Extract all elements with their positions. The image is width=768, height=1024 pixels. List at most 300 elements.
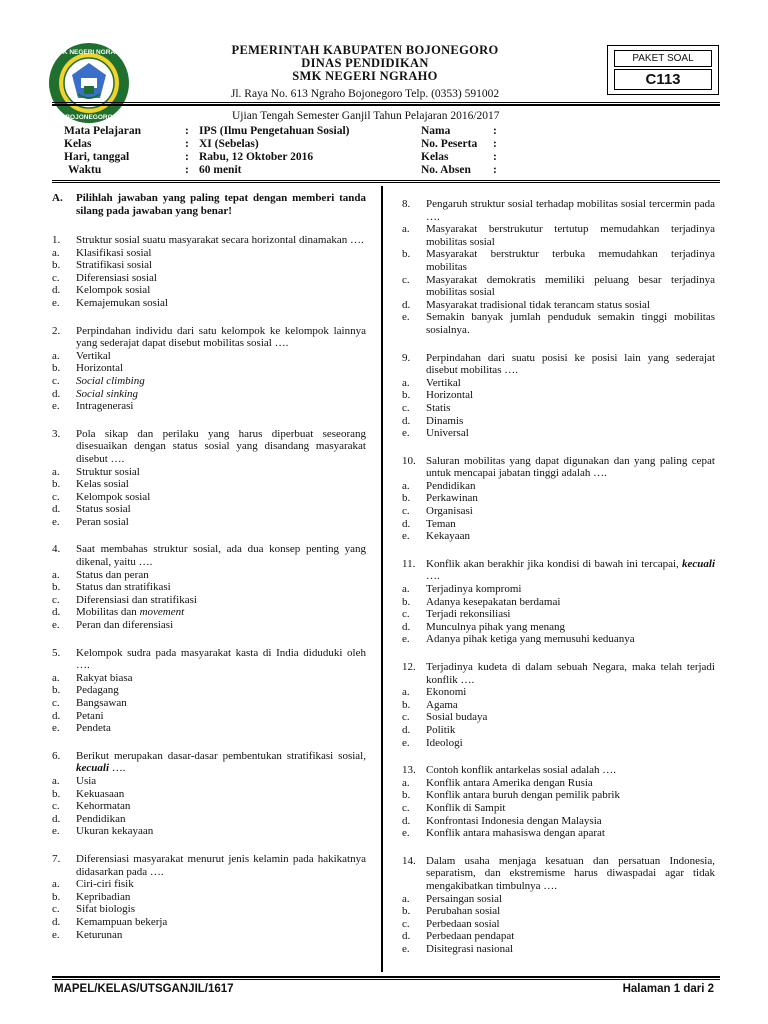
option-letter: e. <box>402 942 410 955</box>
question-stem: Saat membahas struktur sosial, ada dua konsep penting yang dikenal, yaitu …. <box>76 543 366 569</box>
instruction-tag: A. <box>52 192 63 204</box>
column-divider <box>381 186 383 972</box>
answer-option[interactable] <box>402 427 715 440</box>
option-text: Diferensiasi sosial <box>76 271 157 284</box>
answer-option[interactable] <box>402 699 715 712</box>
answer-option[interactable] <box>52 466 366 479</box>
option-letter: a. <box>52 878 60 891</box>
option-letter: c. <box>52 697 60 709</box>
info-divider-2 <box>52 182 720 183</box>
option-text: Struktur sosial <box>76 465 140 478</box>
info-label[interactable]: No. Absen <box>421 164 471 176</box>
option-text: Kehormatan <box>76 800 131 813</box>
answer-option[interactable] <box>402 802 715 815</box>
question-number: 7. <box>52 852 61 865</box>
option-letter: d. <box>402 414 411 427</box>
option-text: Agama <box>426 698 458 711</box>
option-text: Masyarakat berstruktur terbuka memudahkan terjadinya mobilitas <box>426 248 715 273</box>
answer-option[interactable] <box>402 777 715 790</box>
option-text: Horizontal <box>426 389 474 402</box>
option-letter: c. <box>402 711 410 724</box>
option-text: Peran sosial <box>76 515 129 528</box>
questions-left-column <box>52 192 366 941</box>
option-text: Ideologi <box>426 736 463 749</box>
question-item <box>52 428 366 529</box>
answer-option[interactable] <box>52 916 366 929</box>
school-address: Jl. Raya No. 613 Ngraho Bojonegoro Telp. (0353) 591002 <box>230 88 500 100</box>
option-letter: c. <box>402 917 410 930</box>
option-letter: e. <box>52 619 60 632</box>
answer-option[interactable] <box>402 737 715 750</box>
footer-divider <box>52 976 720 978</box>
option-letter: d. <box>52 812 61 825</box>
question-number: 3. <box>52 427 61 440</box>
option-text: Persaingan sosial <box>426 892 503 905</box>
option-text: Vertikal <box>76 349 111 362</box>
info-colon: : <box>185 164 189 176</box>
answer-option[interactable] <box>402 633 715 646</box>
question-number: 12. <box>402 661 416 673</box>
answer-option[interactable] <box>402 223 715 248</box>
option-letter: b. <box>402 789 411 802</box>
answer-option[interactable] <box>52 388 366 401</box>
question-stem: Pengaruh struktur sosial terhadap mobilitas sosial tercermin pada …. <box>426 198 715 223</box>
option-letter: b. <box>52 362 61 375</box>
school-logo-icon <box>48 42 130 124</box>
school-line: SMK NEGERI NGRAHO <box>292 69 438 83</box>
option-letter: d. <box>402 620 411 633</box>
option-letter: d. <box>52 503 61 516</box>
option-letter: a. <box>402 686 410 699</box>
answer-option[interactable] <box>402 621 715 634</box>
answer-option[interactable] <box>52 619 366 632</box>
option-letter: b. <box>402 595 411 608</box>
answer-option[interactable] <box>402 377 715 390</box>
question-item <box>402 352 715 440</box>
answer-option[interactable] <box>402 815 715 828</box>
answer-option[interactable] <box>52 891 366 904</box>
question-number: 11. <box>402 557 416 570</box>
option-text: Konflik antara buruh dengan pemilik pabrik <box>426 789 620 802</box>
option-text: Social sinking <box>76 387 139 400</box>
option-text: Perbedaan pendapat <box>426 930 515 943</box>
option-text: Terjadi rekonsiliasi <box>426 608 511 621</box>
answer-option[interactable] <box>52 825 366 838</box>
option-letter: a. <box>52 349 60 362</box>
option-letter: a. <box>402 376 410 389</box>
option-letter: d. <box>402 517 411 530</box>
option-letter: c. <box>52 271 60 284</box>
option-text: Diferensiasi dan stratifikasi <box>76 593 197 606</box>
answer-option[interactable] <box>52 929 366 942</box>
option-text: Kelompok sosial <box>76 490 151 503</box>
paket-code: C113 <box>614 69 712 90</box>
exam-info-right <box>421 125 541 177</box>
question-stem: Dalam usaha menjaga kesatuan dan persatuan Indonesia, separatism, dan ekstremisme harus diwaspadai agar tidak mengakibatkan timbulnya …. <box>426 854 715 892</box>
option-text: Perbedaan sosial <box>426 917 500 930</box>
option-letter: b. <box>52 890 61 903</box>
question-stem: Konflik akan berakhir jika kondisi di bawah ini tercapai, kecuali …. <box>426 557 715 583</box>
option-text: Politik <box>426 723 456 736</box>
info-label: Mata Pelajaran <box>64 125 141 137</box>
info-label[interactable]: No. Peserta <box>421 138 478 150</box>
option-text: Pendidikan <box>426 479 476 492</box>
option-letter: d. <box>52 709 61 722</box>
option-text: Perkawinan <box>426 492 478 505</box>
answer-option[interactable] <box>52 284 366 297</box>
option-letter: e. <box>402 427 410 440</box>
answer-option[interactable] <box>52 710 366 723</box>
option-letter: d. <box>402 723 411 736</box>
option-letter: d. <box>402 814 411 827</box>
option-letter: e. <box>402 633 410 646</box>
answer-option[interactable] <box>52 375 366 388</box>
option-letter: c. <box>52 903 60 916</box>
answer-option[interactable] <box>52 503 366 516</box>
option-letter: a. <box>52 671 60 684</box>
answer-option[interactable] <box>52 594 366 607</box>
info-colon: : <box>185 138 189 150</box>
option-letter: c. <box>52 490 60 503</box>
option-letter: c. <box>402 401 410 414</box>
info-label: Kelas <box>64 138 92 150</box>
option-text: Keturunan <box>76 928 123 941</box>
option-letter: c. <box>402 801 410 814</box>
question-item <box>52 750 366 838</box>
question-number: 13. <box>402 764 416 777</box>
option-text: Pedagang <box>76 684 119 697</box>
info-divider <box>52 180 720 181</box>
answer-option[interactable] <box>402 918 715 931</box>
option-text: Pendeta <box>76 722 111 735</box>
option-text: Konflik antara Amerika dengan Rusia <box>426 776 593 789</box>
option-letter: d. <box>52 606 61 619</box>
answer-option[interactable] <box>52 722 366 735</box>
question-item <box>52 325 366 413</box>
option-text: Status dan stratifikasi <box>76 581 171 594</box>
answer-option[interactable] <box>402 415 715 428</box>
option-letter: a. <box>402 583 410 596</box>
answer-option[interactable] <box>402 402 715 415</box>
option-letter: a. <box>52 246 60 259</box>
footer-divider-2 <box>52 979 720 980</box>
option-letter: c. <box>52 800 60 813</box>
answer-option[interactable] <box>402 248 715 273</box>
option-text: Kelas sosial <box>76 478 129 491</box>
answer-option[interactable] <box>52 491 366 504</box>
option-text: Bangsawan <box>76 697 127 709</box>
option-letter: b. <box>402 698 411 711</box>
option-text: Ekonomi <box>426 686 467 699</box>
answer-option[interactable] <box>52 297 366 310</box>
answer-option[interactable] <box>402 530 715 543</box>
option-letter: e. <box>52 400 60 413</box>
info-label[interactable]: Nama <box>421 125 451 137</box>
info-subject: IPS (Ilmu Pengetahuan Sosial) <box>199 125 350 137</box>
option-text: Mobilitas dan movement <box>76 606 185 619</box>
letterhead <box>150 44 580 101</box>
option-letter: e. <box>402 736 410 749</box>
question-stem: Pola sikap dan perilaku yang harus diperbuat seseorang disesuaikan dengan status sosial yang disandang masyarakat disebut …. <box>76 427 366 465</box>
option-text: Klasifikasi sosial <box>76 246 152 259</box>
header-divider-thick <box>52 104 720 106</box>
option-text: Disitegrasi nasional <box>426 942 514 955</box>
logo-top-text: SMK NEGERI NGRAHO <box>53 49 125 56</box>
option-text: Teman <box>426 517 456 530</box>
answer-option[interactable] <box>402 905 715 918</box>
answer-option[interactable] <box>52 569 366 582</box>
instruction <box>52 192 366 218</box>
answer-option[interactable] <box>402 608 715 621</box>
option-text: Semakin banyak jumlah penduduk semakin tinggi mobilitas sosialnya. <box>426 311 715 336</box>
option-letter: c. <box>402 608 410 621</box>
question-number: 10. <box>402 454 416 467</box>
question-item <box>52 853 366 941</box>
answer-option[interactable] <box>52 813 366 826</box>
question-number: 9. <box>402 351 411 364</box>
question-stem: Perpindahan individu dari satu kelompok ke kelompok lainnya yang sederajat dapat disebut mobilitas sosial …. <box>76 324 366 350</box>
question-item <box>52 234 366 310</box>
answer-option[interactable] <box>52 684 366 697</box>
question-item <box>402 764 715 840</box>
option-text: Adanya pihak ketiga yang memusuhi keduanya <box>426 633 635 646</box>
question-stem: Contoh konflik antarkelas sosial adalah …. <box>426 764 617 777</box>
question-item <box>402 558 715 646</box>
answer-option[interactable] <box>52 478 366 491</box>
question-number: 5. <box>52 646 61 659</box>
option-letter: c. <box>402 273 410 286</box>
info-colon: : <box>185 151 189 163</box>
answer-option[interactable] <box>402 893 715 906</box>
option-text: Kelompok sosial <box>76 284 151 297</box>
question-item <box>402 455 715 543</box>
option-text: Ukuran kekayaan <box>76 825 154 838</box>
option-text: Kemampuan bekerja <box>76 915 168 928</box>
option-letter: e. <box>52 515 60 528</box>
question-stem: Struktur sosial suatu masyarakat secara horizontal dinamakan …. <box>76 234 364 246</box>
option-text: Horizontal <box>76 362 124 375</box>
option-letter: b. <box>52 478 61 491</box>
option-letter: b. <box>52 684 61 697</box>
question-stem: Kelompok sudra pada masyarakat kasta di India diduduki oleh …. <box>76 646 366 672</box>
exam-title: Ujian Tengah Semester Ganjil Tahun Pelajaran 2016/2017 <box>232 110 500 122</box>
answer-option[interactable] <box>52 788 366 801</box>
option-text: Status sosial <box>76 503 131 516</box>
answer-option[interactable] <box>52 697 366 710</box>
option-letter: e. <box>52 722 60 735</box>
option-letter: e. <box>402 530 410 543</box>
answer-option[interactable] <box>402 299 715 312</box>
paket-soal-box <box>607 45 719 95</box>
page-number: Halaman 1 dari 2 <box>622 983 714 995</box>
answer-option[interactable] <box>52 516 366 529</box>
option-text: Rakyat biasa <box>76 671 133 684</box>
option-text: Sosial budaya <box>426 711 488 724</box>
option-text: Usia <box>76 774 97 787</box>
question-number: 8. <box>402 198 411 210</box>
option-text: Kekayaan <box>426 530 470 543</box>
question-number: 1. <box>52 234 61 246</box>
option-text: Petani <box>76 709 104 722</box>
question-item <box>402 198 715 337</box>
question-stem: Diferensiasi masyarakat menurut jenis kelamin pada hakikatnya didasarkan pada …. <box>76 852 366 878</box>
option-letter: a. <box>52 465 60 478</box>
option-text: Organisasi <box>426 505 473 518</box>
option-letter: b. <box>402 492 411 505</box>
option-text: Pendidikan <box>76 812 126 825</box>
info-colon: : <box>493 151 497 163</box>
gov-line: PEMERINTAH KABUPATEN BOJONEGORO <box>231 43 499 57</box>
option-letter: d. <box>402 930 411 943</box>
header-divider <box>52 102 720 103</box>
info-duration: 60 menit <box>199 164 242 176</box>
option-text: Munculnya pihak yang menang <box>426 620 565 633</box>
answer-option[interactable] <box>402 711 715 724</box>
answer-option[interactable] <box>52 800 366 813</box>
footer-code: MAPEL/KELAS/UTSGANJIL/1617 <box>54 983 234 995</box>
exam-info-left <box>64 125 394 177</box>
logo-bottom-text: BOJONEGORO <box>65 114 113 121</box>
question-number: 2. <box>52 324 61 337</box>
answer-option[interactable] <box>52 272 366 285</box>
option-letter: a. <box>52 568 60 581</box>
option-text: Masyarakat demokratis memiliki peluang besar terjadinya mobilitas sosial <box>426 273 715 299</box>
question-stem: Berikut merupakan dasar-dasar pembentukan stratifikasi sosial, kecuali …. <box>76 749 366 775</box>
option-text: Intragenerasi <box>76 400 134 413</box>
info-label[interactable]: Kelas <box>421 151 449 163</box>
info-colon: : <box>493 164 497 176</box>
answer-option[interactable] <box>402 943 715 956</box>
answer-option[interactable] <box>52 259 366 272</box>
answer-option[interactable] <box>52 672 366 685</box>
answer-option[interactable] <box>402 492 715 505</box>
answer-option[interactable] <box>52 400 366 413</box>
info-colon: : <box>493 138 497 150</box>
option-text: Ciri-ciri fisik <box>76 878 134 891</box>
option-letter: c. <box>402 505 410 518</box>
option-text: Statis <box>426 401 451 414</box>
option-letter: b. <box>52 581 61 594</box>
answer-option[interactable] <box>52 581 366 594</box>
answer-option[interactable] <box>52 878 366 891</box>
option-text: Peran dan diferensiasi <box>76 619 174 632</box>
info-label: Hari, tanggal <box>64 151 130 163</box>
answer-option[interactable] <box>402 583 715 596</box>
option-text: Konfrontasi Indonesia dengan Malaysia <box>426 814 602 827</box>
info-colon: : <box>493 125 497 137</box>
option-letter: a. <box>52 774 60 787</box>
option-letter: d. <box>52 915 61 928</box>
info-label: Waktu <box>68 164 102 176</box>
answer-option[interactable] <box>402 827 715 840</box>
option-letter: e. <box>52 825 60 838</box>
question-stem: Terjadinya kudeta di dalam sebuah Negara, maka telah terjadi konflik …. <box>426 661 715 686</box>
option-letter: d. <box>52 284 61 297</box>
option-text: Perubahan sosial <box>426 905 501 918</box>
option-text: Dinamis <box>426 414 464 427</box>
question-number: 6. <box>52 749 61 762</box>
option-letter: a. <box>402 776 410 789</box>
option-letter: c. <box>52 593 60 606</box>
option-letter: b. <box>52 787 61 800</box>
info-class: XI (Sebelas) <box>199 138 259 150</box>
answer-option[interactable] <box>52 350 366 363</box>
answer-option[interactable] <box>402 480 715 493</box>
answer-option[interactable] <box>52 775 366 788</box>
question-stem: Saluran mobilitas yang dapat digunakan dan yang paling cepat untuk mencapai jabatan tinggi adalah …. <box>426 454 715 480</box>
option-letter: a. <box>402 479 410 492</box>
answer-option[interactable] <box>402 274 715 299</box>
answer-option[interactable] <box>52 903 366 916</box>
option-letter: d. <box>402 298 411 311</box>
option-text: Terjadinya kompromi <box>426 583 522 596</box>
option-text: Masyarakat berstrukutur tertutup memudahkan terjadinya mobilitas sosial <box>426 223 715 248</box>
answer-option[interactable] <box>402 596 715 609</box>
answer-option[interactable] <box>402 505 715 518</box>
option-text: Konflik di Sampit <box>426 801 506 814</box>
option-letter: e. <box>402 311 410 324</box>
question-number: 4. <box>52 543 61 556</box>
option-text: Sifat biologis <box>76 903 135 916</box>
question-item <box>402 855 715 956</box>
option-letter: d. <box>52 387 61 400</box>
instruction-text: Pilihlah jawaban yang paling tepat dengan memberi tanda silang pada jawaban yang benar! <box>76 192 366 217</box>
answer-option[interactable] <box>402 724 715 737</box>
answer-option[interactable] <box>402 789 715 802</box>
question-item <box>52 543 366 631</box>
option-letter: e. <box>52 296 60 309</box>
info-date: Rabu, 12 Oktober 2016 <box>199 151 314 163</box>
option-letter: e. <box>402 827 410 840</box>
option-text: Adanya kesepakatan berdamai <box>426 595 561 608</box>
option-text: Kepribadian <box>76 890 131 903</box>
option-text: Vertikal <box>426 376 461 389</box>
option-text: Status dan peran <box>76 568 149 581</box>
answer-option[interactable] <box>52 606 366 619</box>
questions-right-column <box>402 198 715 955</box>
answer-option[interactable] <box>402 389 715 402</box>
answer-option[interactable] <box>402 930 715 943</box>
option-letter: a. <box>402 892 410 905</box>
option-letter: e. <box>52 928 60 941</box>
answer-option[interactable] <box>52 247 366 260</box>
answer-option[interactable] <box>52 362 366 375</box>
option-letter: b. <box>402 248 411 261</box>
option-text: Masyarakat tradisional tidak terancam status sosial <box>426 298 650 311</box>
question-item <box>52 647 366 735</box>
option-text: Kemajemukan sosial <box>76 296 168 309</box>
option-letter: b. <box>52 259 61 272</box>
option-text: Konflik antara mahasiswa dengan aparat <box>426 827 605 840</box>
question-stem: Perpindahan dari suatu posisi ke posisi lain yang sederajat disebut mobilitas …. <box>426 351 715 377</box>
answer-option[interactable] <box>402 311 715 336</box>
info-colon: : <box>185 125 189 137</box>
option-letter: a. <box>402 223 410 236</box>
answer-option[interactable] <box>402 518 715 531</box>
option-text: Stratifikasi sosial <box>76 259 153 272</box>
option-text: Social climbing <box>76 374 145 387</box>
answer-option[interactable] <box>402 686 715 699</box>
paket-label: PAKET SOAL <box>614 50 712 67</box>
dept-line: DINAS PENDIDIKAN <box>301 56 429 70</box>
option-letter: b. <box>402 905 411 918</box>
option-letter: b. <box>402 389 411 402</box>
option-text: Kekuasaan <box>76 787 125 800</box>
question-number: 14. <box>402 854 416 867</box>
option-text: Universal <box>426 427 469 440</box>
option-letter: c. <box>52 374 60 387</box>
question-item <box>402 661 715 749</box>
